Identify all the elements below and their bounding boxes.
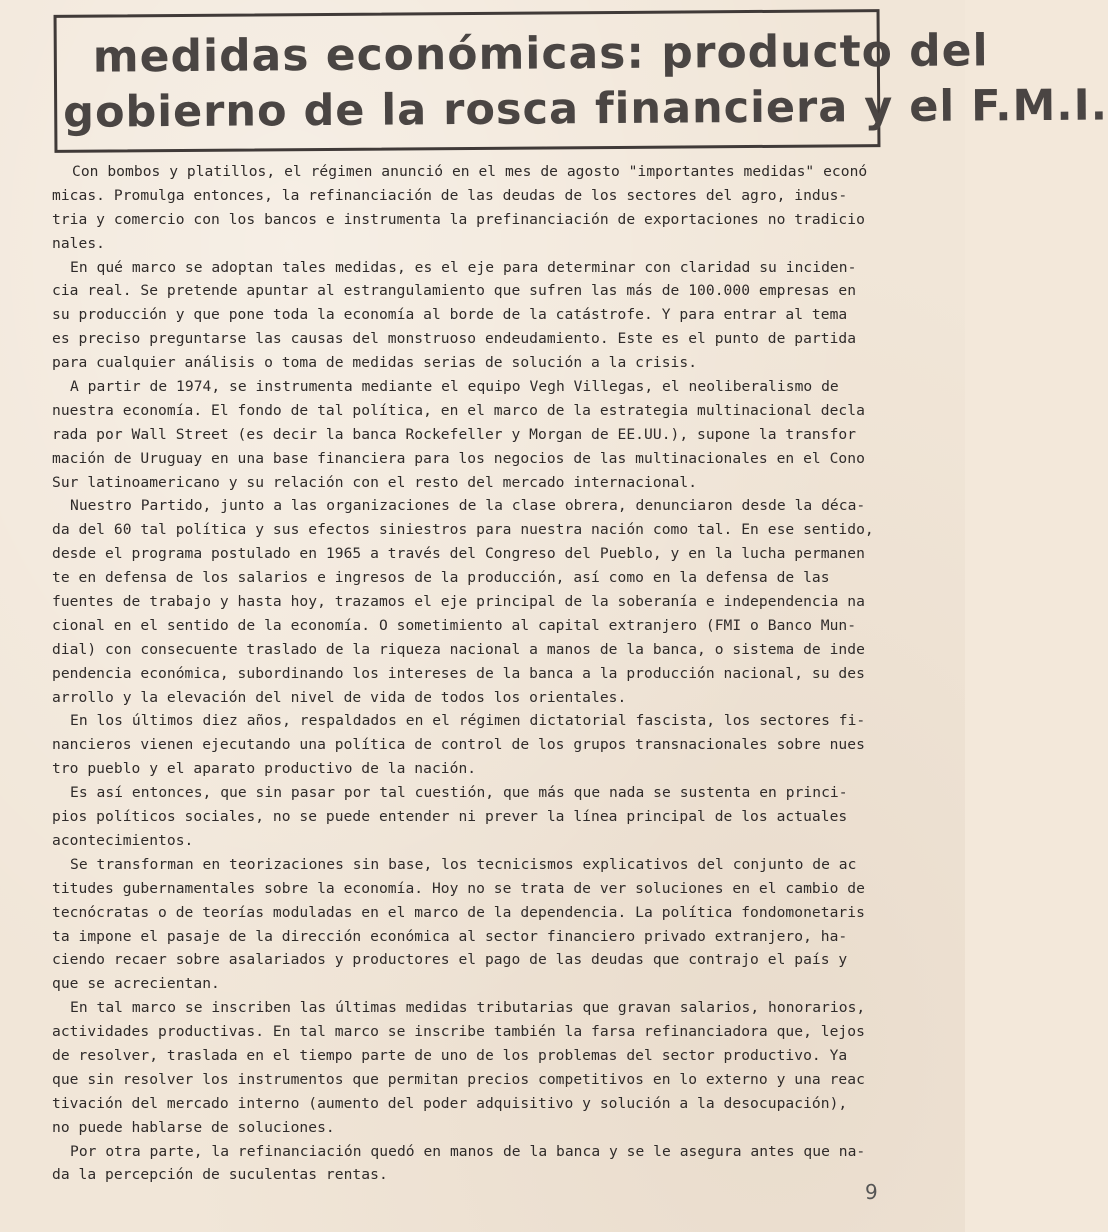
text-line: da del 60 tal política y sus efectos siniestros para nuestra nación como tal. En ese sentido, — [52, 521, 874, 539]
paragraph-8 — [52, 996, 882, 1139]
text-line: desde el programa postulado en 1965 a través del Congreso del Pueblo, y en la lucha permanen — [52, 545, 865, 563]
text-line: arrollo y la elevación del nivel de vida de todos los orientales. — [52, 688, 627, 706]
paragraph-9 — [52, 1140, 882, 1188]
text-line: su producción y que pone toda la economía al borde de la catástrofe. Y para entrar al tema — [52, 306, 848, 324]
text-line: pios políticos sociales, no se puede entender ni prever la línea principal de los actuales — [52, 808, 848, 826]
text-line: tecnócratas o de teorías moduladas en el marco de la dependencia. La política fondomonetaris — [52, 903, 865, 921]
text-line: En qué marco se adoptan tales medidas, es el eje para determinar con claridad su inciden- — [70, 258, 857, 276]
text-line: para cualquier análisis o toma de medidas serias de solución a la crisis. — [52, 354, 698, 372]
text-line: Por otra parte, la refinanciación quedó en manos de la banca y se le asegura antes que na- — [70, 1142, 866, 1160]
text-line: que sin resolver los instrumentos que permitan precios competitivos en lo externo y una reac — [52, 1070, 865, 1088]
paragraph-7 — [52, 853, 882, 996]
paragraph-5 — [52, 709, 882, 781]
text-line: ciendo recaer sobre asalariados y productores el pago de las deudas que contrajo el país y — [52, 951, 848, 969]
text-line: titudes gubernamentales sobre la economía. Hoy no se trata de ver soluciones en el cambio de — [52, 879, 865, 897]
article-body — [52, 160, 882, 1187]
text-line: micas. Promulga entonces, la refinanciación de las deudas de los sectores del agro, indus- — [52, 186, 848, 204]
text-line: tro pueblo y el aparato productivo de la nación. — [52, 760, 477, 778]
title-box — [54, 9, 1108, 153]
text-line: dial) con consecuente traslado de la riqueza nacional a manos de la banca, o sistema de inde — [52, 640, 865, 658]
text-line: En tal marco se inscriben las últimas medidas tributarias que gravan salarios, honorarios, — [70, 999, 866, 1017]
text-line: da la percepción de suculentas rentas. — [52, 1166, 388, 1184]
text-line: A partir de 1974, se instrumenta mediante el equipo Vegh Villegas, el neoliberalismo de — [70, 378, 839, 396]
title-line-1: medidas económicas: producto del — [92, 25, 989, 83]
text-line: tria y comercio con los bancos e instrumenta la prefinanciación de exportaciones no tradicio — [52, 210, 865, 228]
paragraph-6 — [52, 781, 882, 853]
text-line: nuestra economía. El fondo de tal política, en el marco de la estrategia multinacional decla — [52, 401, 865, 419]
text-line: fuentes de trabajo y hasta hoy, trazamos el eje principal de la soberanía e independencia na — [52, 593, 865, 611]
paragraph-1 — [52, 160, 882, 256]
text-line: En los últimos diez años, respaldados en el régimen dictatorial fascista, los sectores fi- — [70, 712, 866, 730]
text-line: nales. — [52, 234, 106, 252]
text-line: nancieros vienen ejecutando una política de control de los grupos transnacionales sobre nues — [52, 736, 865, 754]
text-line: actividades productivas. En tal marco se inscribe también la farsa refinanciadora que, lejos — [52, 1023, 865, 1041]
title-line-2: gobierno de la rosca financiera y el F.M.I. — [63, 80, 1108, 138]
page-number: 9 — [865, 1180, 878, 1204]
text-line: de resolver, traslada en el tiempo parte de uno de los problemas del sector productivo. Ya — [52, 1046, 848, 1064]
paragraph-2 — [52, 256, 882, 375]
text-line: cional en el sentido de la economía. O sometimiento al capital extranjero (FMI o Banco Mun- — [52, 616, 857, 634]
paragraph-4 — [52, 494, 882, 709]
text-line: no puede hablarse de soluciones. — [52, 1118, 335, 1136]
text-line: Se transforman en teorizaciones sin base, los tecnicismos explicativos del conjunto de ac — [70, 855, 857, 873]
text-line: que se acrecientan. — [52, 975, 220, 993]
text-line: Nuestro Partido, junto a las organizaciones de la clase obrera, denunciaron desde la déca- — [70, 497, 866, 515]
paragraph-3 — [52, 375, 882, 494]
text-line: ta impone el pasaje de la dirección económica al sector financiero privado extranjero, ha- — [52, 927, 848, 945]
text-line: cia real. Se pretende apuntar al estrangulamiento que sufren las más de 100.000 empresas en — [52, 282, 857, 300]
text-line: pendencia económica, subordinando los intereses de la banca a la producción nacional, su des — [52, 664, 865, 682]
text-line: acontecimientos. — [52, 831, 194, 849]
text-line: Sur latinoamericano y su relación con el resto del mercado internacional. — [52, 473, 698, 491]
text-line: mación de Uruguay en una base financiera para los negocios de las multinacionales en el Cono — [52, 449, 865, 467]
text-line: te en defensa de los salarios e ingresos de la producción, así como en la defensa de las — [52, 569, 830, 587]
text-line: tivación del mercado interno (aumento del poder adquisitivo y solución a la desocupación), — [52, 1094, 848, 1112]
text-line: es preciso preguntarse las causas del monstruoso endeudamiento. Este es el punto de partida — [52, 330, 857, 348]
text-line: rada por Wall Street (es decir la banca Rockefeller y Morgan de EE.UU.), supone la transfor — [52, 425, 857, 443]
text-line: Es así entonces, que sin pasar por tal cuestión, que más que nada se sustenta en princi- — [70, 784, 848, 802]
text-line: Con bombos y platillos, el régimen anunció en el mes de agosto "importantes medidas" econó — [72, 163, 868, 180]
